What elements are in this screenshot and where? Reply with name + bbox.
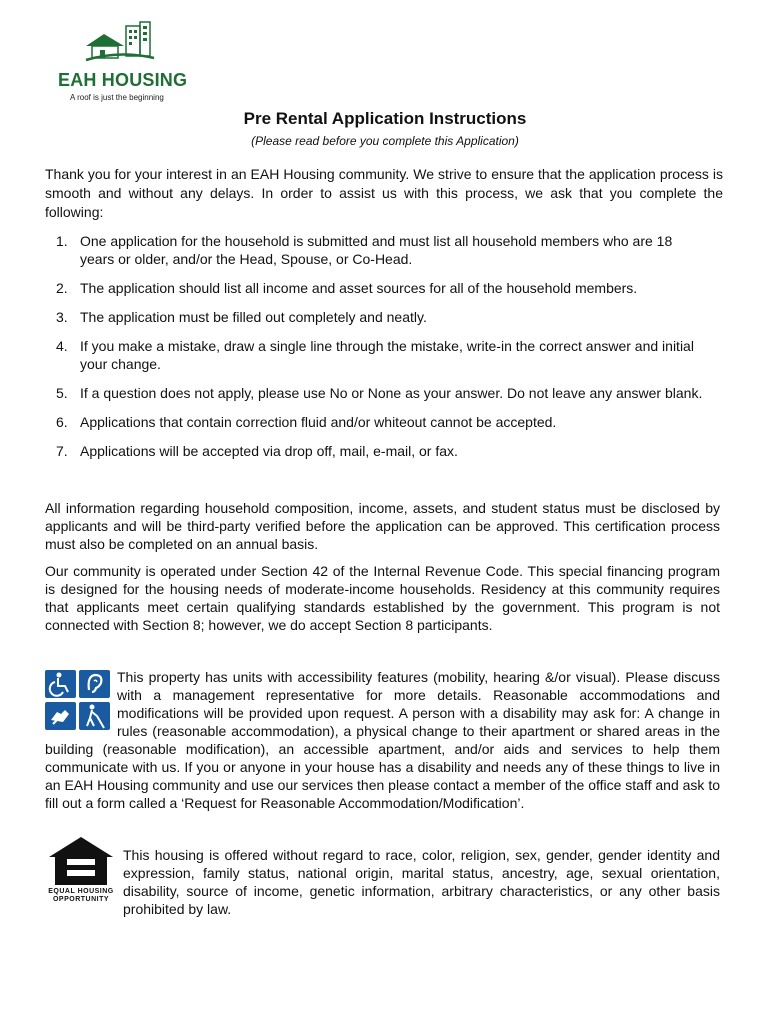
list-number: 2. [56,280,68,296]
list-item-text: If a question does not apply, please use No or None as your answer. Do not leave any answer blank. [80,385,703,401]
page-title: Pre Rental Application Instructions [243,109,527,128]
equal-housing-paragraph [45,846,720,920]
verification-paragraph: All information regarding household composition, income, assets, and student status must be disclosed by applicants and will be third-party verified before the application can be approved. This certification process must also be completed on an annual basis. [45,500,720,552]
list-item [45,413,705,431]
icon-spacer [45,846,123,920]
list-item [45,384,705,402]
list-number: 3. [56,309,68,325]
list-number: 5. [56,385,68,401]
list-item [45,337,705,373]
instruction-list [45,232,705,471]
section-42-paragraph: Our community is operated under Section 42 of the Internal Revenue Code. This special financing program is designed for the housing needs of moderate-income households. Residency at this community requires that applicants meet certain qualifying standards established by the government. This program is not connected with Section 8; however, we do accept Section 8 participants. [45,563,720,633]
list-item-text: One application for the household is submitted and must list all household members who are 18 years or older, and/or the Head, Spouse, or Co-Head. [80,233,673,267]
intro-paragraph: Thank you for your interest in an EAH Housing community. We strive to ensure that the application process is smooth and without any delays. In order to assist us with this process, we ask that you complete the following: [45,166,723,220]
list-item-text: If you make a mistake, draw a single line through the mistake, write-in the correct answer and initial your change. [80,338,694,372]
equal-housing-text: This housing is offered without regard to race, color, religion, sex, gender, gender identity and expression, family status, national origin, marital status, ancestry, age, sexual orientation, disability, source of income, genetic information, arbitrary characteristics, or any other basis prohibited by law. [123,847,720,917]
list-number: 7. [56,443,68,459]
accessibility-text: This property has units with accessibility features (mobility, hearing &/or visual). Please discuss with a management representative for more details. Reasonable accommodations and modifications will be provided upon request. A person with a disability may ask for: A change in rules (reasonable accommodation), a physical change to their apartment or shared areas in the building (reasonable modification), an accessible apartment, and/or aids and services to help them communicate with us. If you or anyone in your house has a disability and needs any of these things to live in an EAH Housing community and use our services then please contact a member of the office staff and ask to fill out a form called a ‘Request for Reasonable Accommodation/Modification’. [45,669,720,811]
list-item-text: Applications that contain correction fluid and/or whiteout cannot be accepted. [80,414,557,430]
list-item-text: The application should list all income and asset sources for all of the household members. [80,280,638,296]
list-number: 1. [56,233,68,249]
page-subtitle: (Please read before you complete this Application) [251,134,519,148]
icon-spacer [45,668,117,734]
brand-name: EAH HOUSING [58,70,188,90]
eah-housing-logo [56,20,196,104]
brand-tagline: A roof is just the beginning [70,93,164,102]
accessibility-paragraph [45,668,720,812]
list-item [45,308,705,326]
list-item [45,232,705,268]
list-item [45,442,705,460]
list-number: 4. [56,338,68,354]
house-buildings-icon [84,20,164,70]
list-number: 6. [56,414,68,430]
equal-housing-label: EQUAL HOUSING OPPORTUNITY [48,888,114,903]
list-item [45,279,705,297]
list-item-text: The application must be filled out completely and neatly. [80,309,427,325]
list-item-text: Applications will be accepted via drop off, mail, e-mail, or fax. [80,443,458,459]
